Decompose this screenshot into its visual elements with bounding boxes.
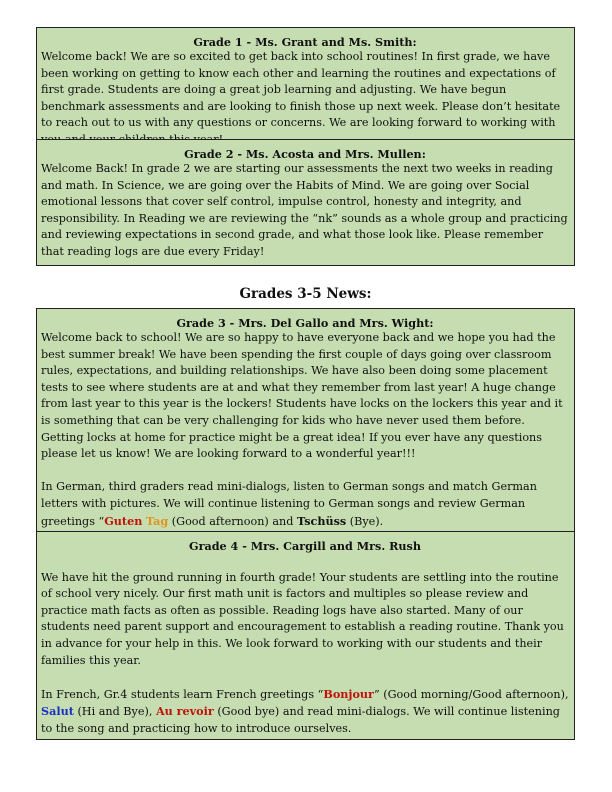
salut-word: Salut [41,704,74,719]
grade4-body: We have hit the ground running in fourth grade! Your students are settling into the routine of school very nicely. Our first math unit is factors and multiples so please review and practice math facts as often as possible. Reading logs have also started. Many of our students need parent support and encouragement to establish a reading routine. Thank you in advance for your help in this. We look forward to working with our students and their families this year. [41,570,564,667]
french-mid1: ” (Good morning/Good afternoon), [373,687,569,701]
section-heading: Grades 3-5 News: [239,286,372,302]
french-end: (Good bye) and read mini-dialogs. We will continue listening to the song and practicing how to introduce ourselves. [41,705,560,735]
tag-word: Tag [145,513,169,528]
grade3-german-paragraph [41,479,569,530]
grade4-french-paragraph [41,686,569,738]
grade3-box [36,308,575,532]
grade4-title: Grade 4 - Mrs. Cargill and Mrs. Rush [189,539,421,553]
german-end: (Bye). [346,514,384,528]
aurevoir-word: Au revoir [155,704,214,719]
german-mid: (Good afternoon) and [168,514,297,528]
grade1-title: Grade 1 - Ms. Grant and Ms. Smith: [193,35,417,49]
grade2-box [36,140,575,266]
grade3-title: Grade 3 - Mrs. Del Gallo and Mrs. Wight: [176,316,434,330]
german-intro: In German, third graders read mini-dialogs, listen to German songs and match German letters with pictures. We will continue listening to German songs and review German greetings “ [41,480,537,528]
grade1-body: Welcome back! We are so excited to get back into school routines! In first grade, we have been working on getting to know each other and learning the routines and expectations of first grade. Students are doing a great job learning and adjusting. We have begun benchmark assessments and are looking to finish those up next week. Please don’t hesitate to reach out to us with any questions or concerns. We are looking forward to working with [41,50,561,130]
guten-word: Guten [104,513,143,528]
grade2-title: Grade 2 - Ms. Acosta and Mrs. Mullen: [184,147,426,161]
french-mid2: (Hi and Bye), [73,705,156,719]
bonjour-word: Bonjour [323,686,374,701]
grade1-box [36,27,575,140]
tschuss-word: Tschüss [296,513,347,528]
grade2-body: Welcome Back! In grade 2 we are starting our assessments the next two weeks in reading and math. In Science, we are going over the Habits of Mind. We are going over Social emotional lessons that cover self control, impulse control, honesty and integrity, and responsibility. In Reading we are reviewing the “nk” sounds as a whole group and practicing and reviewing expectations in second grade, and what those look like. Please remember that reading logs are due every Friday! [41,162,568,258]
grade4-box [36,532,575,740]
grade3-body: Welcome back to school! We are so happy to have everyone back and we hope you had the best summer break! We have been spending the first couple of days going over classroom rules, expectations, and building relationships. We have also been doing some placement tests to see where students are at and what they remember from last year! A huge change from last year to this year is the lockers! Students have locks on the lockers this year and it is something that can be very challenging for kids who have never used them before. Getting locks at home for practice might be a great idea! If you ever have any questions please let us know! We are looking forward to a wonderful year!!! [41,331,563,461]
french-intro: In French, Gr.4 students learn French greetings “ [41,687,324,701]
